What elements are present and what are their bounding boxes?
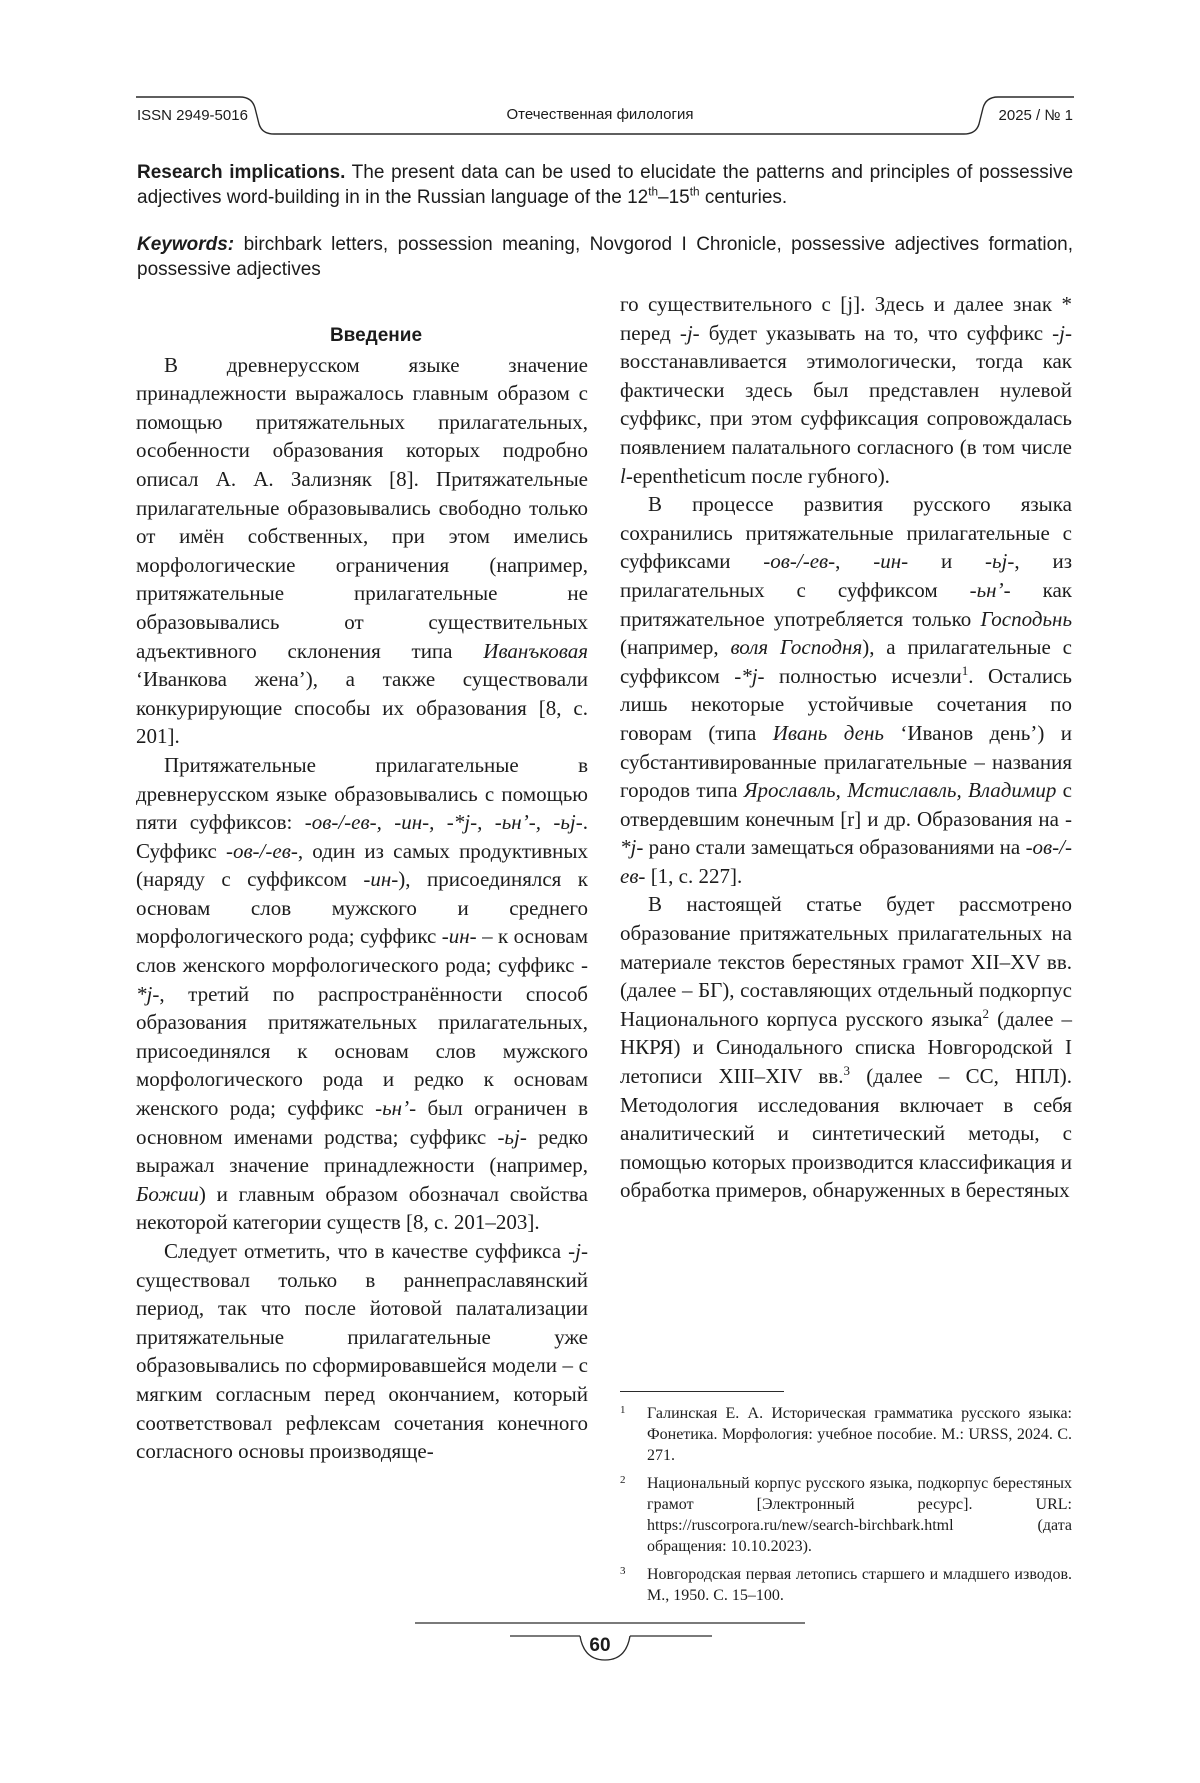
text-run: ‘Иванкова жена’), а также существовали конкурирующие способы их образования [8, с. 201]. — [136, 667, 588, 749]
text-run: Притяжательные прилагательные в древнерусском языке образовывались с помощью пяти суффиксов: — [136, 752, 588, 835]
footnote-divider — [620, 1391, 784, 1392]
text-run: В процессе развития русского языка сохранились притяжательные прилагательные с суффиксами — [620, 492, 1072, 574]
footnote-number: 2 — [620, 1474, 626, 1486]
text-run: , третий по распространённости способ образования притяжательных прилагательных, присоединялся к основам слов мужского морфологического рода и редко к основам женского рода; суффикс — [136, 981, 588, 1121]
italic-run: -j- — [1052, 320, 1072, 345]
text-run: (например, — [620, 635, 731, 660]
italic-run: Господьнь — [980, 606, 1072, 631]
italic-run: -ьн’- — [375, 1096, 417, 1121]
footnote-number: 3 — [620, 1565, 626, 1577]
footnote-ref[interactable]: 1 — [961, 662, 969, 678]
italic-run: -ов-/-ев- — [620, 835, 1072, 888]
text-run: -epentheticum после губного). — [625, 463, 890, 488]
footnote — [620, 1564, 1072, 1606]
text-run: полностью исчезли — [764, 663, 962, 688]
text-run: редко выражал значение принадлежности (например, — [136, 1124, 588, 1178]
footnote-number: 1 — [620, 1404, 626, 1416]
text-run: го существительного с [j]. Здесь и далее знак * перед — [620, 292, 1072, 345]
paragraph — [136, 1237, 588, 1466]
section-title: Введение — [329, 325, 423, 346]
text-run: ) и главным образом обозначал свойства некоторой категории существ [8, с. 201–203]. — [136, 1181, 588, 1235]
italic-run: -ов-/-ев- — [225, 838, 298, 863]
keywords — [137, 232, 1073, 282]
keywords-label: Keywords: — [137, 234, 235, 255]
implications-end: centuries. — [699, 187, 788, 208]
header-issue: 2025 / № 1 — [998, 107, 1073, 124]
italic-run: -*j- — [620, 806, 1072, 860]
header-rule — [0, 0, 1200, 160]
text-run: ), присоединялся к основам слов мужского и среднего морфологического рода; суффикс — [136, 867, 588, 949]
text-run: был ограничен в основном именами родства; суффикс — [136, 1096, 588, 1149]
text-run: , — [835, 549, 874, 574]
paragraph — [620, 890, 1072, 1205]
italic-run: воля Господня — [730, 635, 863, 660]
footnotes — [620, 1403, 1072, 1613]
italic-run: -*j- — [734, 663, 765, 688]
text-run: [1, с. 227]. — [645, 863, 743, 888]
text-run: ), а прилагательные с суффиксом — [620, 635, 1072, 688]
implications-sup-th-2: th — [689, 185, 700, 199]
keywords-text: birchbark letters, possession meaning, Novgorod I Chronicle, possessive adjectives formation, possessive adjectives — [137, 234, 1073, 280]
text-run: восстанавливается этимологически, тогда как фактически здесь был представлен нулевой суффикс, при этом суффиксация сопровождалась появлением палатального согласного (в том числе — [620, 349, 1072, 459]
text-run: – к основам слов женского морфологического рода; суффикс — [136, 924, 588, 978]
paragraph — [136, 351, 588, 751]
italic-run: -j- — [568, 1239, 588, 1263]
italic-run: -ин- — [363, 867, 399, 892]
text-run: будет указывать на то, что суффикс — [699, 320, 1053, 345]
implications-mid: –15 — [658, 187, 690, 208]
text-run: , один из самых продуктивных (наряду с суффиксом — [136, 838, 588, 892]
header-issn: ISSN 2949-5016 — [137, 107, 248, 124]
footnote-ref[interactable]: 3 — [843, 1063, 850, 1079]
italic-run: Ярославль, Мстиславль, Владимир — [743, 778, 1057, 803]
footnote — [620, 1403, 1072, 1466]
text-run: . Остались лишь некоторые устойчивые сочетания по говорам (типа — [620, 663, 1072, 745]
footnote-text: Новгородская первая летопись старшего и младшего изводов. М., 1950. С. 15–100. — [647, 1566, 1072, 1604]
italic-run: -j- — [679, 320, 700, 345]
italic-run: -ов-/-ев- — [763, 549, 836, 574]
implications-text: The present data can be used to elucidate the patterns and principles of possessive adjectives word-building in in the Russian language of the 12 — [137, 162, 1074, 208]
italic-run: -ин- — [873, 549, 909, 574]
header-journal-title: Отечественная филология — [506, 106, 694, 123]
italic-run: -ин- — [441, 924, 477, 949]
italic-run: Ивань день — [772, 720, 884, 745]
left-column — [136, 322, 588, 1466]
right-column — [620, 290, 1072, 1205]
text-run: (далее – СС, НПЛ). Методология исследования включает в себя аналитический и синтетический методы, с помощью которых производится классификация и обработка примеров, обнаруженных в берестяных — [620, 1064, 1072, 1203]
text-run: ‘Иванов день’) и субстантивированные прилагательные – названия городов типа — [620, 720, 1072, 803]
paragraph — [136, 751, 588, 1237]
implications-sup-th-1: th — [648, 185, 659, 199]
italic-run: -ьj- — [497, 1124, 527, 1149]
text-run: , из прилагательных с суффиксом — [620, 549, 1072, 602]
italic-run: -*j- — [136, 953, 588, 1006]
text-run: Следует отметить, что в качестве суффикса — [164, 1239, 569, 1263]
italic-run: Божии — [136, 1181, 199, 1206]
footnote-text: Национальный корпус русского языка, подкорпус берестяных грамот [Электронный ресурс]. URL: https://ruscorpora.ru/new/search-birchbark.html (дата обращения: 10.10.2023). — [647, 1475, 1072, 1555]
text-run: В настоящей статье будет рассмотрено образование притяжательных прилагательных на материале текстов берестяных грамот XII–XV вв. (далее – БГ), составляющих отдельный подкорпус Национального корпуса русского языка — [620, 892, 1072, 1031]
research-implications — [137, 160, 1073, 210]
page-number: 60 — [589, 1635, 611, 1656]
implications-label: Research implications. — [137, 162, 346, 183]
italic-run: -ьн’- — [969, 577, 1011, 602]
paragraph — [620, 290, 1072, 490]
text-run: и — [908, 549, 985, 574]
paragraph — [620, 490, 1072, 890]
footnote — [620, 1473, 1072, 1557]
text-run: как притяжательное употребляется только — [620, 577, 1072, 631]
text-run: В древнерусском языке значение принадлежности выражалось главным образом с помощью притяжательных прилагательных, особенности образования которых подробно описал А. А. Зализняк [8]. Притяжательные прилагательные образовывались свободно только от имён собственных, при этом имелись морфологические ограничения (например, притяжательные прилагательные не образовывались от существительных адъективного склонения типа — [136, 352, 588, 663]
text-run: существовал только в раннепраславянский период, так что после йотовой палатализации притяжательные прилагательные уже образовывались по сформировавшейся модели – с мягким согласным перед окончанием, который соответствовал рефлексам сочетания конечного согласного основы производяще- — [136, 1267, 588, 1464]
text-run: (далее – НКРЯ) и Синодального списка Новгородской I летописи XIII–XIV вв. — [620, 1006, 1072, 1089]
italic-run: -ьj- — [985, 549, 1015, 574]
text-run: . Суффикс — [136, 810, 588, 863]
italic-run: Иванъковая — [483, 638, 588, 663]
footnote-text: Галинская Е. А. Историческая грамматика русского языка: Фонетика. Морфология: учебное пособие. М.: URSS, 2024. С. 271. — [647, 1405, 1072, 1464]
text-run: с отвердевшим конечным [r] и др. Образования на — [620, 778, 1072, 831]
italic-run: l — [620, 463, 626, 488]
italic-run: -ов-/-ев-, -ин-, -*j-, -ьн’-, -ьj- — [304, 810, 583, 835]
text-run: рано стали замещаться образованиями на — [643, 835, 1026, 860]
footnote-ref[interactable]: 2 — [982, 1005, 990, 1021]
